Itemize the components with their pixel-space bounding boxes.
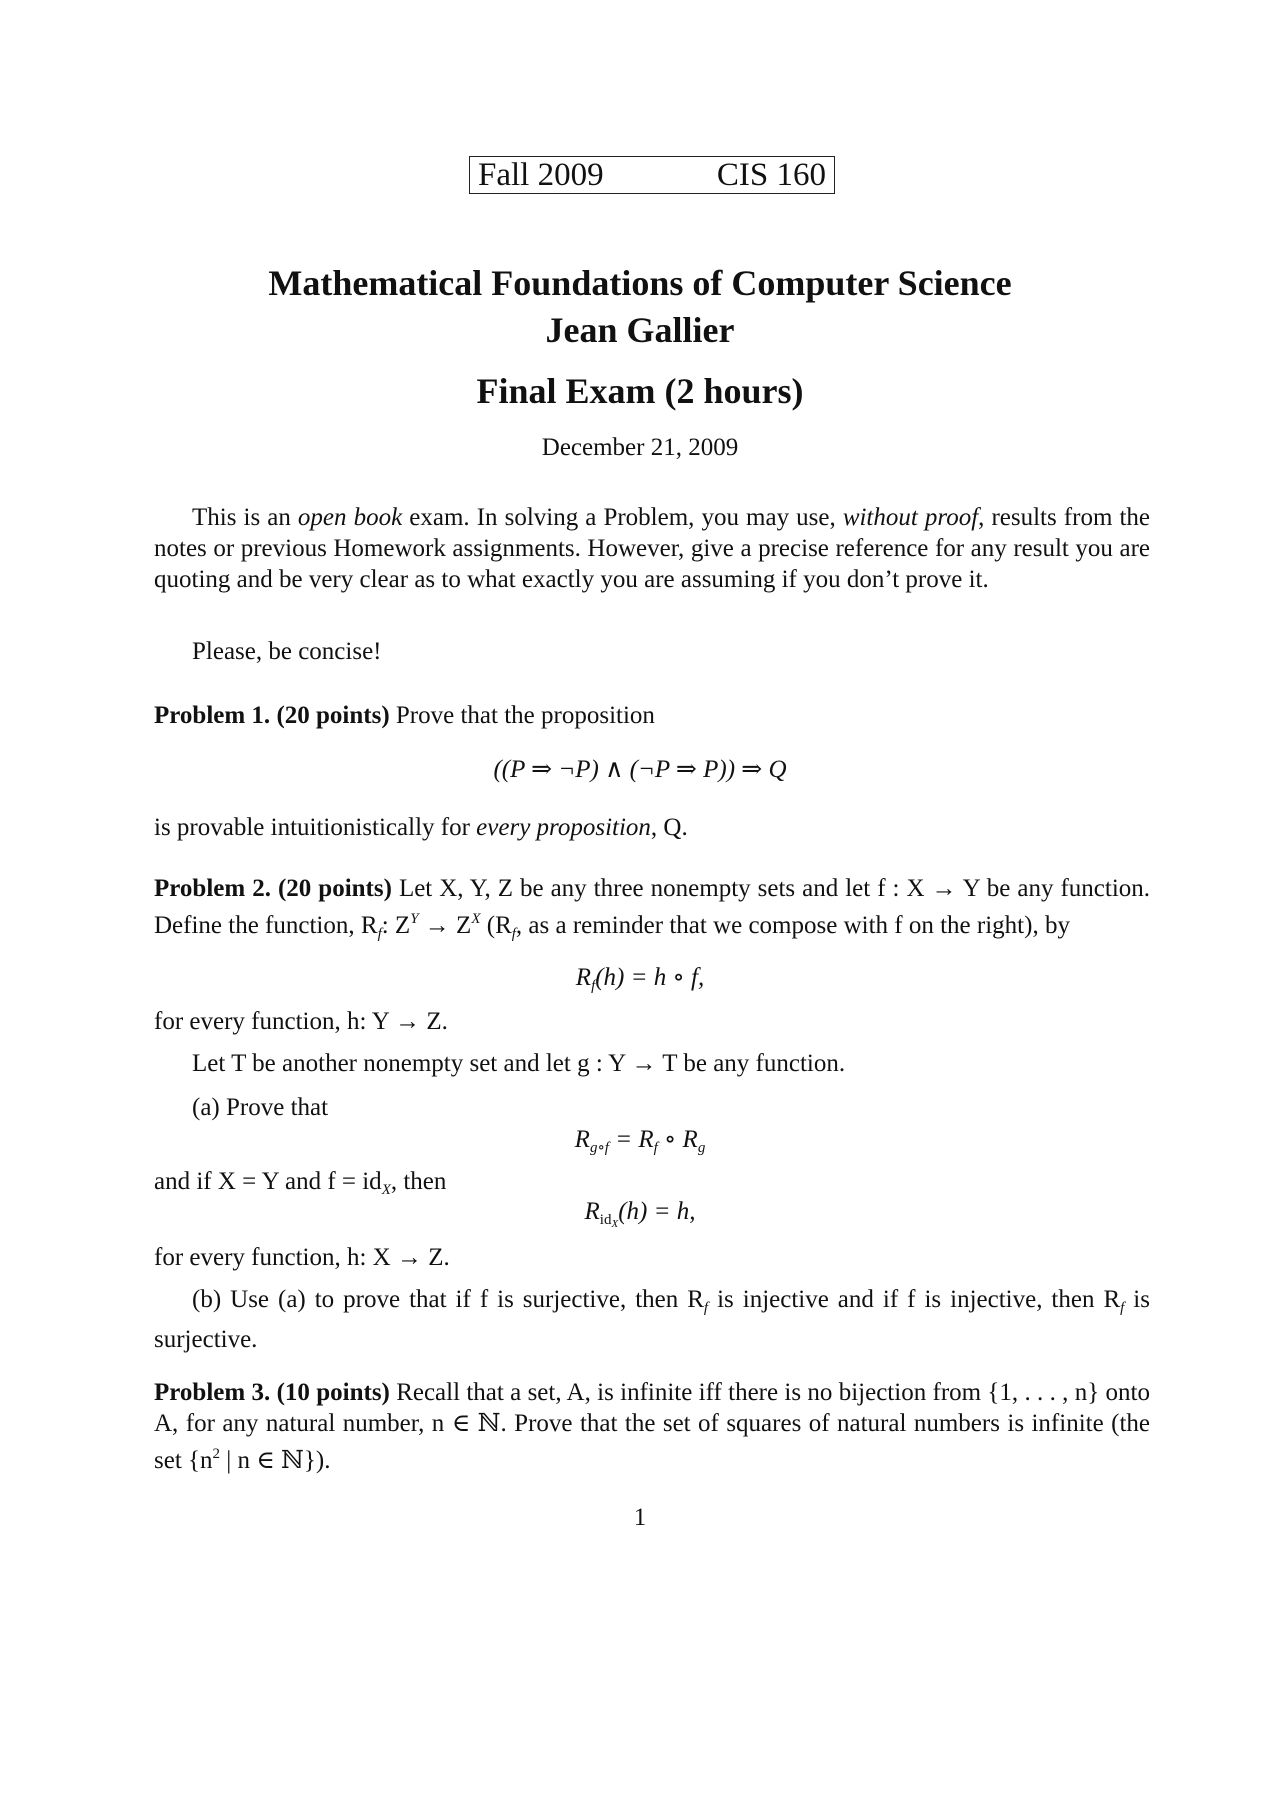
page-number: 1	[633, 1504, 647, 1531]
eq1-sub: f	[591, 978, 596, 994]
eq2-sub3: g	[697, 1140, 706, 1156]
part-b-b: is injective and if f is injective, then R	[708, 1286, 1121, 1313]
eq2-sub2: f	[653, 1140, 658, 1156]
part-b-a: (b) Use (a) to prove that if f is surjective, then R	[192, 1286, 704, 1313]
problem2-eq1	[0, 962, 1280, 995]
eq3-rest: (h) = h,	[618, 1198, 696, 1225]
problem1-heading	[154, 700, 655, 731]
problem1-after-a: is provable intuitionistically for	[154, 814, 477, 841]
header-box	[469, 156, 835, 194]
header-course: CIS 160	[716, 156, 826, 193]
problem1-after-b: , Q.	[650, 814, 688, 841]
eq3-sub-id: id	[599, 1212, 612, 1228]
eq3-subsub: X	[611, 1218, 619, 1230]
problem3-sup2: 2	[212, 1446, 221, 1462]
problem3-label: Problem 3.	[154, 1379, 271, 1406]
intro-text-c: , results from the notes or previous Homework assignments. However, give a precise reference for any result you are quoting and be very clear as to what exactly you are assuming if you don’t prove it.	[154, 504, 1150, 593]
problem3-paragraph	[154, 1377, 1150, 1476]
problem2-let-t: Let T be another nonempty set and let g : Y → T be any function.	[192, 1050, 846, 1077]
exam-title: Final Exam (2 hours)	[476, 371, 804, 411]
eq2-mid: = R	[608, 1126, 654, 1153]
part-b-c: is surjective.	[154, 1286, 1150, 1353]
problem2-text1: Let X, Y, Z be any three nonempty sets and let f : X → Y be any function. Define the function, R	[154, 875, 1151, 939]
eq1-r: R	[575, 964, 592, 991]
problem2-part-b	[154, 1284, 1150, 1355]
problem1-after	[154, 812, 688, 843]
intro-text-a: This is an	[192, 504, 298, 531]
problem2-sup-x: X	[471, 911, 481, 927]
problem2-text4: (R	[480, 912, 512, 939]
intro-text-b: exam. In solving a Problem, you may use,	[402, 504, 843, 531]
problem1-formula: ((P ⇒ ¬P) ∧ (¬P ⇒ P)) ⇒ Q	[493, 756, 787, 783]
problem2-sup-y: Y	[410, 911, 419, 927]
exam-date: December 21, 2009	[541, 434, 739, 461]
problem3-points: (10 points)	[276, 1379, 390, 1406]
course-title: Mathematical Foundations of Computer Science	[268, 263, 1012, 303]
eq1-rest: (h) = h ∘ f,	[595, 964, 705, 991]
problem1-every: every proposition	[476, 814, 651, 841]
intro-without-proof: without proof	[842, 504, 979, 531]
eq2-sub1: g∘f	[589, 1140, 609, 1156]
problem2-paragraph	[154, 873, 1150, 950]
problem1-text: Prove that the proposition	[389, 702, 655, 729]
problem2-part-a: (a) Prove that	[192, 1094, 329, 1121]
problem1-label: Problem 1.	[154, 702, 271, 729]
intro-paragraph	[154, 502, 1150, 595]
problem2-points: (20 points)	[277, 875, 392, 902]
problem2-label: Problem 2.	[154, 875, 271, 902]
header-term: Fall 2009	[478, 156, 604, 193]
part-b-sub2: f	[1120, 1300, 1125, 1316]
problem2-eq3	[0, 1198, 1280, 1230]
eq2-r: R	[574, 1126, 590, 1153]
and-if-end: , then	[390, 1168, 447, 1195]
problem2-text3: → Z	[418, 912, 472, 939]
problem2-eq2	[0, 1124, 1280, 1157]
problem3-text: Recall that a set, A, is infinite iff there is no bijection from {1, . . . , n} onto A, for any natural number, n ∈ ℕ. Prove that the set of squares of natural numbers is infinite (the set {n	[154, 1379, 1151, 1474]
problem2-every1: for every function, h: Y → Z.	[154, 1008, 448, 1035]
part-b-sub1: f	[703, 1300, 709, 1316]
problem2-text5: , as a reminder that we compose with f on the right), by	[515, 912, 1070, 939]
intro-concise: Please, be concise!	[192, 638, 382, 665]
problem3-text-end: | n ∈ ℕ}).	[220, 1447, 331, 1474]
problem2-sub-f: f	[377, 926, 382, 942]
problem2-text2: : Z	[381, 912, 411, 939]
eq2-circ: ∘ R	[657, 1126, 698, 1153]
and-if-text: and if X = Y and f = id	[154, 1168, 382, 1195]
intro-open-book: open book	[297, 504, 403, 531]
and-if-sub: X	[381, 1182, 391, 1198]
eq3-r: R	[584, 1198, 600, 1225]
problem1-points: (20 points)	[276, 702, 390, 729]
author: Jean Gallier	[545, 310, 735, 350]
problem2-every2: for every function, h: X → Z.	[154, 1244, 450, 1271]
problem2-sub-f2: f	[511, 926, 516, 942]
